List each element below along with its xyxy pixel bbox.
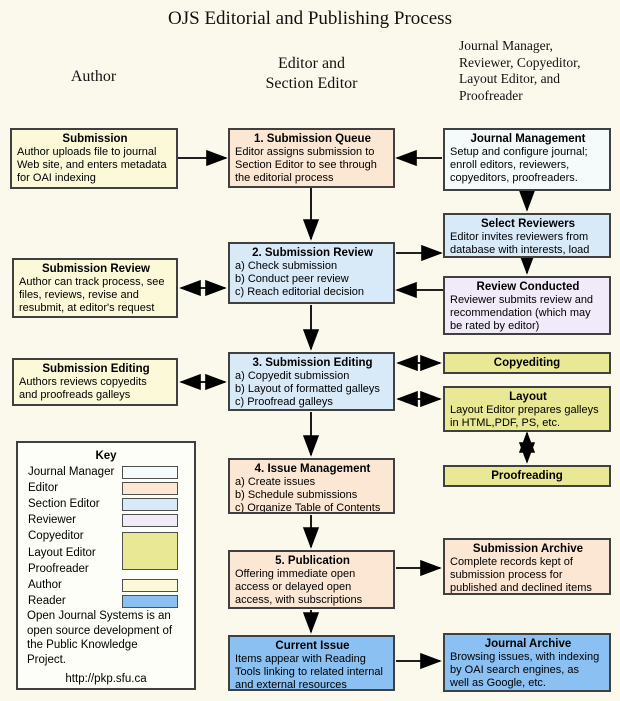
- box-submission-review: [228, 242, 395, 304]
- legend-label-section-editor: Section Editor: [28, 498, 100, 510]
- box-layout: [443, 386, 611, 432]
- box-copyediting-title: Copyediting: [493, 357, 561, 369]
- box-journal-archive: [443, 633, 611, 692]
- box-select-reviewers: [443, 213, 611, 258]
- legend-label-reader: Reader: [28, 595, 66, 607]
- box-review-conducted-title: Review Conducted: [476, 281, 580, 293]
- legend-key: [16, 441, 196, 690]
- box-layout-title: Layout: [509, 391, 547, 403]
- box-select-reviewers-title: Select Reviewers: [481, 218, 575, 230]
- box-proofreading: [443, 465, 611, 487]
- box-journal-management-body: Setup and configure journal; enroll editors, reviewers, copyeditors, proofreaders.: [450, 146, 588, 184]
- box-submission-editing-author-body: Authors reviews copyedits and proofreads galleys: [19, 376, 147, 401]
- box-publication-title: 5. Publication: [275, 555, 350, 567]
- legend-url: http://pkp.sfu.ca: [65, 673, 147, 685]
- column-header-roles: Journal Manager, Reviewer, Copyeditor, Layout Editor, and Proofreader: [459, 38, 581, 103]
- legend-label-copyeditor: Copyeditor: [28, 530, 84, 542]
- box-submission-archive-title: Submission Archive: [472, 543, 584, 555]
- box-submission-body: Author uploads file to journal Web site, and enters metadata for OAI indexing: [17, 146, 167, 184]
- box-issue-management-title: 4. Issue Management: [254, 463, 371, 475]
- box-submission-editing-author: [12, 358, 178, 406]
- box-submission-review-author: [12, 258, 178, 318]
- box-publication-body: Offering immediate open access or delayed open access, with subscriptions: [235, 568, 363, 606]
- box-journal-archive-body: Browsing issues, with indexing by OAI search engines, as well as Google, etc.: [450, 651, 600, 689]
- box-layout-body: Layout Editor prepares galleys in HTML,PDF, PS, etc.: [450, 404, 599, 429]
- box-submission-review-body: a) Check submission b) Conduct peer review c) Reach editorial decision: [235, 260, 365, 298]
- legend-note: Open Journal Systems is an open source development of the Public Knowledge Project.: [27, 610, 173, 666]
- column-header-author: Author: [70, 68, 117, 85]
- box-submission-review-author-body: Author can track process, see files, reviews, revise and resubmit, at editor's request: [19, 276, 165, 314]
- page-title: OJS Editorial and Publishing Process: [168, 8, 452, 29]
- box-submission-review-title: 2. Submission Review: [252, 247, 373, 259]
- legend-label-author: Author: [28, 579, 62, 591]
- box-journal-management-title: Journal Management: [470, 133, 586, 145]
- legend-title: Key: [95, 450, 117, 462]
- box-submission-editing-title: 3. Submission Editing: [252, 357, 373, 369]
- box-copyediting: [443, 352, 611, 374]
- legend-swatch-journal-manager: [122, 466, 178, 479]
- box-submission-editing: [228, 352, 395, 411]
- box-publication: [228, 550, 395, 609]
- legend-swatch-author: [122, 579, 178, 592]
- box-review-conducted-body: Reviewer submits review and recommendation (which may be rated by editor): [450, 294, 594, 332]
- box-proofreading-title: Proofreading: [491, 470, 563, 482]
- box-current-issue: [228, 635, 395, 691]
- legend-swatch-copyeditor-layout-proofreader: [122, 532, 178, 570]
- box-submission-queue-title: 1. Submission Queue: [254, 133, 371, 145]
- box-current-issue-body: Items appear with Reading Tools linking to related internal and external resources: [235, 653, 383, 691]
- box-current-issue-title: Current Issue: [275, 640, 350, 652]
- box-issue-management: [228, 458, 395, 514]
- box-submission-archive: [443, 538, 611, 595]
- legend-label-layout-editor: Layout Editor: [28, 547, 96, 559]
- legend-swatch-section-editor: [122, 498, 178, 511]
- box-submission-review-author-title: Submission Review: [41, 263, 150, 275]
- box-submission-editing-author-title: Submission Editing: [42, 363, 150, 375]
- box-submission: [10, 128, 178, 189]
- box-submission-editing-body: a) Copyedit submission b) Layout of formatted galleys c) Proofread galleys: [235, 370, 380, 408]
- legend-label-reviewer: Reviewer: [28, 514, 76, 526]
- box-journal-management: [443, 128, 611, 191]
- legend-label-editor: Editor: [28, 482, 59, 494]
- box-review-conducted: [443, 276, 611, 335]
- box-select-reviewers-body: Editor invites reviewers from database with interests, load: [450, 231, 590, 256]
- box-submission-title: Submission: [62, 133, 128, 145]
- legend-swatch-reviewer: [122, 514, 178, 527]
- legend-swatch-reader: [122, 595, 178, 608]
- box-submission-queue: [228, 128, 395, 188]
- box-submission-archive-body: Complete records kept of submission process for published and declined items: [450, 556, 592, 594]
- box-submission-queue-body: Editor assigns submission to Section Editor to see through the editorial process: [235, 146, 377, 184]
- box-issue-management-body: a) Create issues b) Schedule submissions c) Organize Table of Contents: [235, 476, 381, 514]
- column-header-editor: Editor and Section Editor: [265, 55, 358, 92]
- legend-swatch-editor: [122, 482, 178, 495]
- box-journal-archive-title: Journal Archive: [484, 638, 572, 650]
- legend-label-journal-manager: Journal Manager: [28, 466, 115, 478]
- legend-label-proofreader: Proofreader: [28, 563, 89, 575]
